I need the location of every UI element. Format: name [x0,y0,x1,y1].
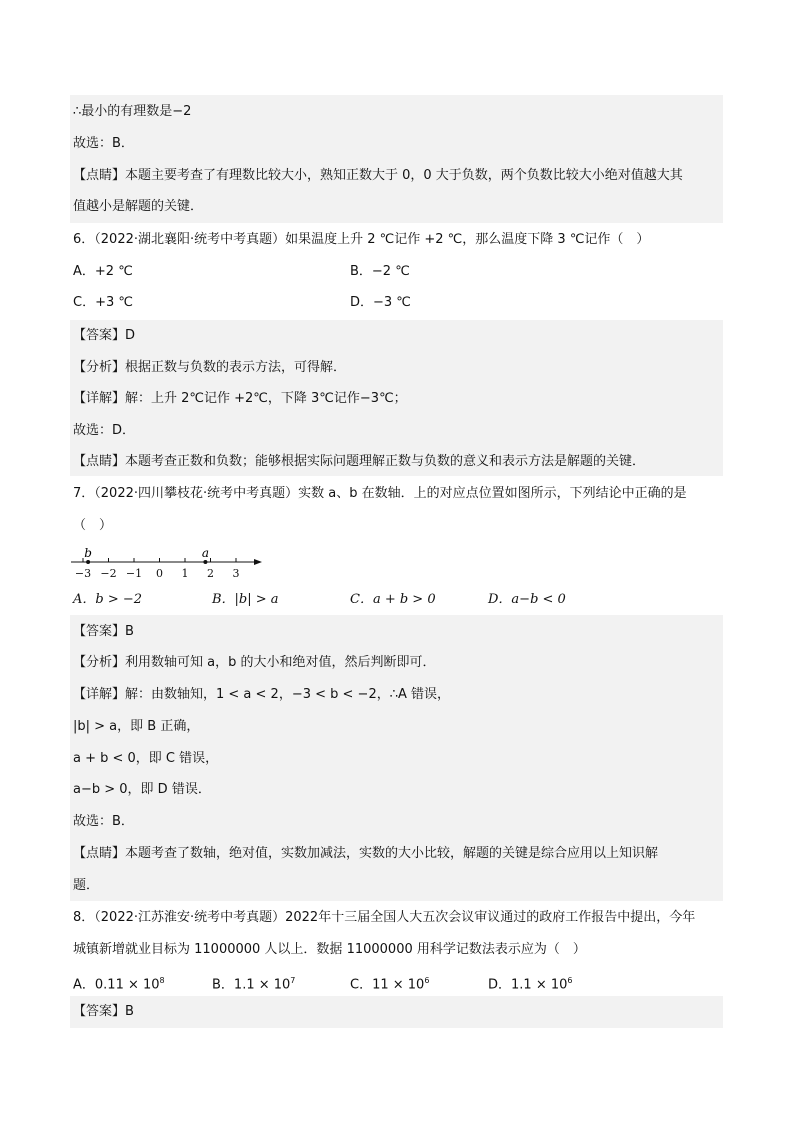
number-line-figure [66,543,266,583]
q6-comment: 【点睛】本题考查正数和负数；能够根据实际问题理解正数与负数的意义和表示方法是解题的关键． [73,454,646,469]
q7-option-b: B．|b| > a [212,592,279,607]
q7-step-3: a−b > 0，即 D 错误． [73,782,211,797]
top-comment-line-2: 值越小是解题的关键． [73,199,204,214]
q7-comment-line-2: 题． [73,878,100,893]
point-b-dot [86,560,90,564]
q7-option-a: A．b > −2 [73,592,143,607]
q8-option-d-exponent: 6 [567,976,573,985]
number-line-tick-label: 0 [156,567,163,580]
top-line-1: ∴最小的有理数是−2 [73,104,192,119]
q8-answer: 【答案】B [73,1004,134,1019]
number-line-tick-label: −3 [74,567,92,580]
q7-answer: 【答案】B [73,624,134,639]
q7-option-d: D．a−b < 0 [488,592,566,607]
q8-answer-shade [70,996,723,1028]
q8-option-d-base: D．1.1 × 10 [488,977,568,993]
q7-choose: 故选：B． [73,814,134,829]
q8-option-b [212,971,295,995]
top-comment-line-1: 【点睛】本题主要考查了有理数比较大小，熟知正数大于 0，0 大于负数，两个负数比较大小绝对值越大其 [73,168,683,183]
q7-step-1: |b| > a，即 B 正确， [73,719,200,734]
q8-option-c-exponent: 6 [424,976,430,985]
number-line-arrow-icon [254,559,262,565]
q8-option-a-exponent: 8 [159,976,165,985]
point-a-dot [203,560,207,564]
q8-stem-line-1: 8．（2022·江苏淮安·统考中考真题）2022年十三届全国人大五次会议审议通过的政府工作报告中提出，今年 [73,910,696,925]
q8-option-b-base: B．1.1 × 10 [212,977,291,993]
q6-option-d: D．−3 ℃ [350,295,411,310]
top-line-2: 故选：B． [73,136,134,151]
q8-option-b-exponent: 7 [290,976,296,985]
q7-detail: 【详解】解：由数轴知，1 < a < 2，−3 < b < −2，∴A 错误， [73,687,451,702]
q6-option-b: B．−2 ℃ [350,264,410,279]
q8-option-c [350,971,429,995]
q6-choose: 故选：D． [73,423,136,438]
q8-option-c-base: C．11 × 10 [350,977,425,993]
number-line-tick-label: 2 [207,567,214,580]
q8-stem-line-2: 城镇新增就业目标为 11000000 人以上．数据 11000000 用科学记数法表示应为（ ） [73,942,586,957]
q7-analysis: 【分析】利用数轴可知 a，b 的大小和绝对值，然后判断即可． [73,655,436,670]
q8-option-a [73,971,165,995]
q7-stem-line-2: （ ） [73,518,113,533]
number-line-tick-label: 3 [232,567,240,580]
q6-detail: 【详解】解：上升 2℃记作 +2℃，下降 3℃记作−3℃； [73,391,407,406]
q7-comment-line-1: 【点睛】本题考查了数轴，绝对值，实数加减法，实数的大小比较，解题的关键是综合应用以上知识解 [73,846,659,861]
q6-analysis: 【分析】根据正数与负数的表示方法，可得解． [73,360,347,375]
q6-answer: 【答案】D [73,328,136,343]
q8-option-a-base: A．0.11 × 10 [73,977,160,993]
q6-option-a: A．+2 ℃ [73,264,133,279]
point-b-label: b [84,546,92,560]
q6-option-c: C．+3 ℃ [73,295,133,310]
q7-step-2: a + b < 0，即 C 错误， [73,751,219,766]
number-line-tick-label: −1 [125,567,143,580]
number-line-tick-label: −2 [100,567,117,580]
q6-stem: 6．（2022·湖北襄阳·统考中考真题）如果温度上升 2 ℃记作 +2 ℃，那么温度下降 3 ℃记作（ ） [73,232,650,247]
q7-stem-line-1: 7．（2022·四川攀枝花·统考中考真题）实数 a、b 在数轴．上的对应点位置如图所示，下列结论中正确的是 [73,486,687,501]
number-line-tick-label: 1 [181,567,189,580]
q7-option-c: C．a + b > 0 [350,592,436,607]
q8-option-d [488,971,572,995]
point-a-label: a [201,546,209,560]
